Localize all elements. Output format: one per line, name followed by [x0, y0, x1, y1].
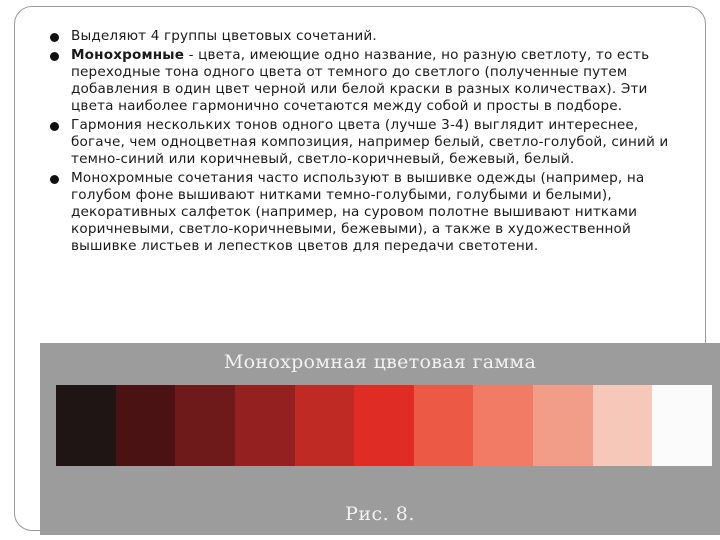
- bullet-item: [50, 117, 690, 168]
- bullet-text: Монохромные сочетания часто используют в вышивке одежды (например, на голубом фоне вышивают нитками темно-голубыми, голубыми и белыми), декоративных салфеток (например, на суровом полотне вышивают нитками коричневыми, светло-коричневыми, бежевыми), а также в художественной вышивке листьев и лепестков цветов для передачи светотени.: [71, 170, 645, 254]
- bullet-text: - цвета, имеющие одно название, но разную светлоту, то есть переходные тона одного цвета от темного до светлого (полученные путем добавления в один цвет черной или белой краски в разных количествах). Эти цвета наиболее гармонично сочетаются между собой и просты в подборе.: [71, 47, 650, 114]
- color-swatch: [354, 385, 414, 466]
- bullet-dot-icon: [50, 175, 59, 184]
- bullet-dot-icon: [50, 33, 59, 42]
- color-swatch: [652, 385, 712, 466]
- bullet-text: Выделяют 4 группы цветовых сочетаний.: [71, 28, 377, 44]
- bullet-text: Гармония нескольких тонов одного цвета (лучше 3-4) выглядит интереснее, богаче, чем одноцветная композиция, например белый, светло-голубой, синий и темно-синий или коричневый, светло-коричневый, бежевый, белый.: [71, 117, 669, 167]
- bullet-item: [50, 28, 690, 45]
- color-swatch: [116, 385, 176, 466]
- color-swatch: [414, 385, 474, 466]
- color-swatch: [473, 385, 533, 466]
- color-swatch: [593, 385, 653, 466]
- color-swatch-strip: [56, 385, 712, 466]
- bullet-dot-icon: [50, 52, 59, 61]
- monochrome-figure: [40, 343, 720, 535]
- bullet-item: [50, 170, 690, 255]
- color-swatch: [533, 385, 593, 466]
- figure-title: Монохромная цветовая гамма: [223, 351, 537, 373]
- bullet-dot-icon: [50, 122, 59, 131]
- color-swatch: [56, 385, 116, 466]
- figure-caption: Рис. 8.: [345, 503, 415, 525]
- bullet-term: Монохромные: [71, 47, 185, 63]
- color-swatch: [235, 385, 295, 466]
- color-swatch: [295, 385, 355, 466]
- color-swatch: [175, 385, 235, 466]
- bullet-item: [50, 47, 690, 115]
- bullet-list: [50, 28, 690, 257]
